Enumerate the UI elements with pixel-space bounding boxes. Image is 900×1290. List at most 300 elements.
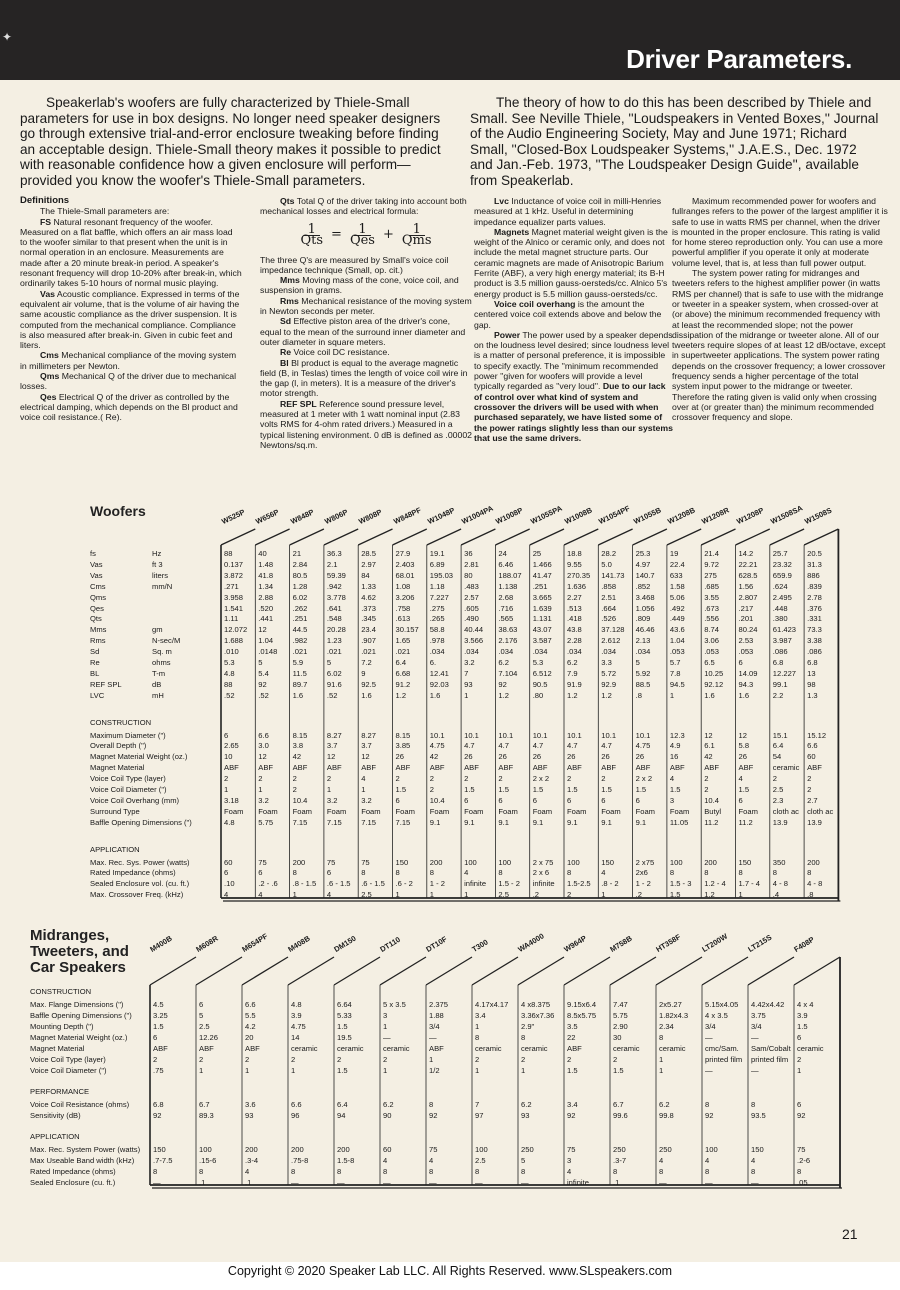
definition-term: Cms <box>40 350 59 361</box>
table-cell: .2 - .6 <box>258 879 278 889</box>
definition-term: Qes <box>40 391 57 402</box>
table-cell: 6 <box>601 795 606 805</box>
column-top-slant <box>530 529 564 545</box>
table-cell: 4 <box>224 890 229 900</box>
table-cell: 6.2 <box>521 1100 532 1109</box>
table-cell: 1.5-2.5 <box>567 879 591 889</box>
table-cell: 92.5 <box>361 679 376 689</box>
table-cell: 8 <box>361 868 366 878</box>
table-cell: 1.5 - 2 <box>498 879 520 889</box>
definition-item <box>20 289 242 351</box>
table-cell: 1.5-8 <box>337 1156 355 1165</box>
table-cell: — <box>751 1178 759 1187</box>
table-cell: 92.12 <box>704 679 724 689</box>
table-cell: 2 <box>199 1055 204 1064</box>
table-cell: 94.5 <box>669 679 685 689</box>
table-cell: 5.75 <box>613 1011 628 1020</box>
table-cell: 2.65 <box>224 741 239 751</box>
table-cell: 24 <box>498 549 507 558</box>
table-cell: 25.7 <box>772 549 788 558</box>
row-label: Qts <box>90 614 102 624</box>
table-cell: 5 x 3.5 <box>383 1000 406 1009</box>
row-unit: Hz <box>152 549 162 558</box>
table-cell: 2 <box>224 774 229 784</box>
table-cell: 10.1 <box>601 730 617 740</box>
row-label: fs <box>90 549 96 558</box>
table-cell: 6.7 <box>199 1100 210 1109</box>
definition-item <box>20 350 242 371</box>
row-label: Sensitivity (dB) <box>30 1111 81 1120</box>
definition-term: FS <box>40 216 52 227</box>
table-cell: 4 x8.375 <box>521 1000 551 1009</box>
table-cell: 100 <box>498 857 512 867</box>
table-cell: 9.1 <box>635 817 647 827</box>
definition-item <box>260 296 472 317</box>
table-cell: .809 <box>635 614 651 624</box>
table-cell: .80 <box>532 690 544 700</box>
row-unit: dB <box>152 679 162 689</box>
table-cell: .10 <box>224 879 235 889</box>
table-cell: 6.64 <box>337 1000 352 1009</box>
table-cell: 8 <box>291 1167 296 1176</box>
table-cell: 96 <box>291 1111 300 1120</box>
table-cell: 2.612 <box>601 636 621 646</box>
column-top-slant <box>667 529 701 545</box>
table-cell: 90.5 <box>532 679 548 689</box>
table-cell: 2 <box>567 774 572 784</box>
table-cell: 7.15 <box>395 817 411 827</box>
table-cell: 26 <box>395 752 404 762</box>
table-cell: 4 <box>567 1167 572 1176</box>
table-cell: 2.68 <box>498 592 514 602</box>
column-top-slant <box>221 529 255 545</box>
table-cell: 41.47 <box>532 570 552 580</box>
definition-text: Moving mass of the cone, voice coil, and suspension in grams. <box>260 275 459 296</box>
table-cell: 2 x 2 <box>635 774 653 784</box>
row-label: Rated Impedance (ohms) <box>30 1167 116 1176</box>
table-cell: 12.3 <box>669 730 685 740</box>
table-cell: .251 <box>292 614 308 624</box>
table-cell: 2 <box>383 1055 388 1064</box>
table-cell: .034 <box>532 647 548 657</box>
table-cell: 1.18 <box>429 581 445 591</box>
row-label: Mms <box>90 625 107 635</box>
table-cell: 3.2 <box>326 795 338 805</box>
table-cell: 1 - 2 <box>635 879 651 889</box>
table-cell: 12 <box>258 752 267 762</box>
table-cell: 6.2 <box>659 1100 670 1109</box>
table-cell: 42 <box>429 752 439 762</box>
column-top-slant <box>736 529 770 545</box>
table-cell: 14.09 <box>738 668 758 678</box>
column-top-slant <box>334 957 380 985</box>
table-cell: 8 <box>395 868 400 878</box>
table-cell: 90 <box>383 1111 392 1120</box>
model-header: W964P <box>562 933 589 954</box>
table-cell: 26 <box>498 752 507 762</box>
table-cell: ceramic <box>659 1044 686 1053</box>
table-cell: 12.26 <box>199 1033 219 1042</box>
table-cell: 68.01 <box>395 570 415 580</box>
model-header: T300 <box>470 937 490 954</box>
table-cell: 5.3 <box>224 658 235 667</box>
table-cell: 91.6 <box>326 679 342 689</box>
column-top-slant <box>794 957 840 985</box>
table-cell: printed film <box>751 1055 789 1064</box>
table-cell: 1.6 <box>292 690 304 700</box>
table-cell: 2.375 <box>429 1000 449 1009</box>
table-cell: 7.15 <box>326 817 342 827</box>
table-cell: 3 <box>669 795 675 805</box>
table-cell: 6 <box>326 868 332 878</box>
table-cell: 92.9 <box>601 679 617 689</box>
definition-text: Acoustic compliance. Expressed in terms of the equivalent air volume, that is the volume of air having the same acoustic compliance as the driver suspension. It is computed from the mechanical compliance. Compliance is also measured after break-in. Given in cubic feet and liters. <box>20 288 240 351</box>
column-top-slant <box>495 529 529 545</box>
table-cell: 26 <box>635 752 645 762</box>
table-cell: 1.5 <box>532 785 544 794</box>
table-cell: 38.63 <box>498 625 518 635</box>
table-cell: 80 <box>464 570 473 580</box>
table-cell: .021 <box>395 647 411 657</box>
row-label: Max. Rec. System Power (watts) <box>30 1145 141 1154</box>
table-cell: 3/4 <box>751 1022 762 1031</box>
table-cell: .526 <box>601 614 617 624</box>
table-cell: 1.5 <box>669 890 681 900</box>
table-cell: 1.2 <box>704 890 715 900</box>
table-cell: 4 <box>751 1156 756 1165</box>
table-cell: 188.07 <box>498 570 522 580</box>
table-cell: 3.85 <box>395 741 411 751</box>
table-cell: .217 <box>738 603 754 613</box>
table-cell: 6 <box>532 795 537 805</box>
binding-mark-icon: ✦ <box>2 30 13 44</box>
table-cell: 1.82x4.3 <box>659 1011 689 1020</box>
table-cell: 4 - 8 <box>807 879 823 889</box>
table-cell: .613 <box>395 614 411 624</box>
table-cell: Foam <box>567 806 587 816</box>
definition-term: Voice coil overhang <box>494 298 576 309</box>
model-header: WA4000 <box>516 931 546 954</box>
table-cell: 2.5 <box>361 890 372 900</box>
table-cell: 5.75 <box>258 817 274 827</box>
table-cell: 7.104 <box>498 668 518 678</box>
table-cell: 8.15 <box>395 730 411 740</box>
table-cell: .3-4 <box>245 1156 259 1165</box>
table-cell: 100 <box>464 857 477 867</box>
table-cell: 7.47 <box>613 1000 628 1009</box>
table-cell: 20.5 <box>807 549 822 558</box>
table-cell: 9.1 <box>532 817 544 827</box>
definition-item <box>260 316 472 347</box>
table-cell: 8 <box>292 868 297 878</box>
table-cell: 75 <box>258 857 267 867</box>
table-cell: 6 <box>738 658 743 667</box>
table-cell: Sam/Cobalt <box>751 1044 791 1053</box>
table-cell: .75 <box>153 1066 164 1075</box>
table-cell: 1 <box>475 1066 480 1075</box>
column-top-slant <box>358 529 392 545</box>
table-cell: .034 <box>635 647 651 657</box>
row-label: Max. Crossover Freq. (kHz) <box>90 890 184 900</box>
table-cell: .0148 <box>258 647 278 657</box>
table-cell: 6.5 <box>704 658 715 667</box>
table-cell: .7-7.5 <box>153 1156 173 1165</box>
table-cell: 19 <box>669 549 679 558</box>
table-cell: 42 <box>704 752 713 762</box>
table-cell: 6 <box>498 795 503 805</box>
row-label: Max. Flange Dimensions (") <box>30 1000 124 1009</box>
table-cell: 2 <box>291 1055 296 1064</box>
table-cell: 54 <box>772 752 782 762</box>
table-cell: 1.58 <box>669 581 685 591</box>
model-header: M654PF <box>240 931 270 954</box>
table-cell: 6.6 <box>807 741 818 751</box>
table-cell: 6 <box>738 795 743 805</box>
table-cell: 3.587 <box>532 636 552 646</box>
table-cell: 94.3 <box>738 679 754 689</box>
table-cell: .086 <box>772 647 788 657</box>
table-cell: 4 <box>738 774 743 784</box>
table-cell: 3.7 <box>326 741 338 751</box>
table-cell: 2.5 <box>498 890 509 900</box>
table-cell: 1 <box>738 890 743 900</box>
table-cell: .380 <box>772 614 788 624</box>
table-cell: 89.7 <box>292 679 308 689</box>
table-cell: 27.9 <box>395 549 411 558</box>
table-cell: 1.056 <box>635 603 655 613</box>
table-cell: 43.6 <box>669 625 685 635</box>
page-title: Driver Parameters. <box>626 44 852 74</box>
table-cell: 2.34 <box>659 1022 674 1031</box>
table-cell: .05 <box>797 1178 808 1187</box>
table-cell: 6.4 <box>395 658 407 667</box>
table-cell: 12 <box>258 625 267 635</box>
table-cell: 141.73 <box>601 570 625 580</box>
column-top-slant <box>610 957 656 985</box>
table-cell: 5.5 <box>245 1011 256 1020</box>
table-cell: 6.02 <box>292 592 308 602</box>
row-label: Magnet Material <box>30 1044 85 1053</box>
column-top-slant <box>748 957 794 985</box>
table-cell: 200 <box>704 857 717 867</box>
column-top-slant <box>804 529 838 545</box>
table-cell: 7 <box>475 1100 480 1109</box>
table-cell: .942 <box>326 581 342 591</box>
table-cell: 8 <box>751 1100 756 1109</box>
definition-item <box>474 196 674 227</box>
table-cell: 350 <box>772 857 786 867</box>
table-cell: .021 <box>292 647 308 657</box>
table-cell: 10.1 <box>635 730 651 740</box>
table-cell: .605 <box>464 603 479 613</box>
table-cell: 92 <box>429 1111 438 1120</box>
table-cell: .641 <box>326 603 342 613</box>
table-cell: 8.74 <box>704 625 719 635</box>
table-cell: 1.5 <box>601 785 612 794</box>
table-cell: .2 <box>635 890 642 900</box>
table-cell: 3.2 <box>258 795 269 805</box>
table-cell: Foam <box>532 806 553 816</box>
table-cell: 93.5 <box>751 1111 766 1120</box>
definition-list <box>260 275 472 450</box>
table-cell: 9.1 <box>429 817 441 827</box>
table-cell: 4 - 8 <box>772 879 788 889</box>
table-cell: 58.8 <box>429 625 445 635</box>
table-cell: 20 <box>245 1033 254 1042</box>
power-note-2: The system power rating for midranges and tweeters refers to the highest amplifier power (in watts RMS per channel) that is safe to use with the midrange or tweeter in a speaker system, when crossed-over at (or above) the minimum recommended frequency with at least the recommended slope; not the power dissipation of the midrange or tweeter alone. All of our tweeters require slopes of at least 12 dB/octave, except in supertweeter applications. The system power rating depends on the crossover frequency; a lower crossover frequency sends a higher percentage of the total system input power to the midrange or tweeter. Therefore the rating given is valid only when crossing over at (or greater than) the minimum recommended crossover frequency and slope. <box>672 268 886 423</box>
table-cell: 2.5 <box>199 1022 210 1031</box>
table-cell: printed film <box>705 1055 743 1064</box>
table-cell: 75 <box>361 857 370 867</box>
table-cell: 5.0 <box>601 559 612 569</box>
table-cell: 2.403 <box>395 559 415 569</box>
table-cell: 40 <box>258 549 267 558</box>
table-cell: 8 <box>521 1033 526 1042</box>
table-cell: 1 <box>224 785 229 794</box>
table-cell: ABF <box>224 763 239 773</box>
table-cell: .664 <box>601 603 617 613</box>
model-header: W848PF <box>391 505 422 526</box>
table-cell: ABF <box>153 1044 168 1053</box>
table-cell: .624 <box>772 581 788 591</box>
table-cell: 92.03 <box>429 679 449 689</box>
table-cell: 2 <box>498 774 503 784</box>
table-cell: 4.75 <box>291 1022 306 1031</box>
table-cell: 13.9 <box>807 817 822 827</box>
table-cell: 26 <box>532 752 542 762</box>
definition-text: Magnet material weight given is the weight of the Alnico or ceramic only, and does not include the metal magnet structure parts. Our ceramic magnets are made of Anisotropic Barium Ferrite (ABF), a very high energy material; its B-H product is 3.5 million gauss-oersteds/cc. Alnico 5's energy product is 5.5 million gauss-oersteds/cc. <box>474 226 668 299</box>
table-cell: — <box>153 1178 161 1187</box>
table-cell: 1 <box>292 890 297 900</box>
table-cell: 2 <box>807 785 812 794</box>
table-cell: .483 <box>464 581 479 591</box>
definition-item <box>474 299 674 330</box>
table-cell: .565 <box>498 614 514 624</box>
model-header: W656P <box>254 507 281 526</box>
table-cell: 1.33 <box>361 581 376 591</box>
table-cell: 1 <box>383 1066 388 1075</box>
table-cell: 5.3 <box>532 658 544 667</box>
table-cell: .4 <box>772 890 780 900</box>
table-cell: 11.2 <box>704 817 719 827</box>
table-cell: 2 <box>475 1055 480 1064</box>
table-cell: 6.6 <box>245 1000 256 1009</box>
table-cell: 9.72 <box>704 559 719 569</box>
table-cell: 80.5 <box>292 570 308 580</box>
table-cell: 26 <box>738 752 747 762</box>
column-top-slant <box>426 957 472 985</box>
table-cell: 88 <box>224 549 233 558</box>
row-unit: gm <box>152 625 163 635</box>
table-cell: 150 <box>395 857 409 867</box>
table-cell: 1 <box>475 1022 480 1031</box>
definition-item: Qts Total Q of the driver taking into account both mechanical losses and electrical formula: <box>260 196 467 217</box>
row-label: Magnet Material Weight (oz.) <box>90 752 188 762</box>
table-cell: 6 <box>153 1033 158 1042</box>
table-cell: 2 <box>521 1055 526 1064</box>
table-cell: .490 <box>464 614 479 624</box>
table-cell: 1.5 <box>395 785 407 794</box>
row-label: Vas <box>90 559 103 569</box>
table-cell: 1.2 <box>567 690 578 700</box>
table-cell: 41.8 <box>258 570 274 580</box>
table-cell: 2 <box>704 785 709 794</box>
table-cell: — <box>383 1033 391 1042</box>
definition-text: Mechanical resistance of the moving system in Newton seconds per meter. <box>260 295 472 317</box>
qts-formula: $\frac{1}{\text{Qts}}$ = $\frac{1}{\text{Qes}}$ + $\frac{1}{\text{Qms}}$ <box>300 221 432 249</box>
table-cell: 3.872 <box>224 570 244 580</box>
table-cell: 8 <box>337 1167 342 1176</box>
table-cell: 1.138 <box>498 581 518 591</box>
definition-text: Voice coil DC resistance. <box>291 347 390 358</box>
table-cell: Foam <box>669 806 690 816</box>
table-cell: 2.28 <box>567 636 582 646</box>
table-cell: 2.5 <box>475 1156 486 1165</box>
table-cell: 1.5 <box>567 785 578 794</box>
table-cell: .034 <box>498 647 514 657</box>
table-cell: .8 - 1.5 <box>292 879 317 889</box>
table-cell: 6.8 <box>772 658 784 667</box>
table-cell: .685 <box>704 581 719 591</box>
table-cell: 13 <box>807 668 816 678</box>
table-cell: 92 <box>258 679 267 689</box>
table-cell: 2 x 6 <box>532 868 550 878</box>
row-unit: Sq. m <box>152 647 172 657</box>
table-cell: 22 <box>567 1033 576 1042</box>
table-cell: 1/2 <box>429 1066 440 1075</box>
table-cell: 1.7 - 4 <box>738 879 761 889</box>
table-cell: 2 <box>464 774 469 784</box>
table-cell: 1.2 - 4 <box>704 879 726 889</box>
table-cell: .75-8 <box>291 1156 309 1165</box>
table-cell: 1.688 <box>224 636 244 646</box>
table-cell: 6.02 <box>326 668 342 678</box>
table-cell: 2 x 2 <box>532 774 550 784</box>
table-cell: cloth ac <box>772 806 799 816</box>
model-header: DT10F <box>424 934 449 954</box>
table-cell: 8 <box>705 1167 710 1176</box>
table-cell: Butyl <box>704 806 722 816</box>
model-header: DM150 <box>332 933 358 954</box>
table-cell: 2.81 <box>464 559 479 569</box>
table-cell: — <box>751 1033 759 1042</box>
definition-item <box>260 347 472 357</box>
table-cell: 6.6 <box>291 1100 302 1109</box>
table-cell: 36 <box>464 549 473 558</box>
row-label: Voice Coil Diameter (") <box>90 785 167 794</box>
definition-text: Natural resonant frequency of the woofer. Measured on a flat baffle, which offers an air mass load to the woofer similar to that present when the unit is in normal operation in an enclosure. Measurements are made after a 20 minute break-in period. A speaker's resonant frequency will drop 10-20% after break-in, which ordinarily takes 5-10 hours of normal music playing. <box>20 216 242 289</box>
table-cell: 10.1 <box>532 730 548 740</box>
table-cell: 92 <box>498 679 507 689</box>
table-cell: Foam <box>361 806 381 816</box>
definition-text: Reference sound pressure level, measured at 1 meter with 1 watt nominal input (2.83 volts RMS for 4-ohm rated drivers.) Measured in a typical listening environment. 0 dB is defined as .00002 Newtons/sq.m. <box>260 398 473 450</box>
table-cell: .15-6 <box>199 1156 217 1165</box>
table-cell: ABF <box>361 763 376 773</box>
model-header: W1008P <box>494 505 525 526</box>
table-cell: 2.2 <box>772 690 784 700</box>
table-cell: .673 <box>704 603 719 613</box>
table-cell: 1.5 <box>337 1066 348 1075</box>
table-cell: 4.9 <box>669 741 681 751</box>
definition-term: REF SPL <box>280 398 317 409</box>
table-cell: 8 <box>797 1167 802 1176</box>
definition-term: Bl <box>280 357 289 368</box>
table-cell: .520 <box>258 603 274 613</box>
table-cell: 14 <box>291 1033 300 1042</box>
table-cell: 8 <box>659 1033 664 1042</box>
column-top-slant <box>255 529 289 545</box>
table-cell: 23.4 <box>361 625 376 635</box>
